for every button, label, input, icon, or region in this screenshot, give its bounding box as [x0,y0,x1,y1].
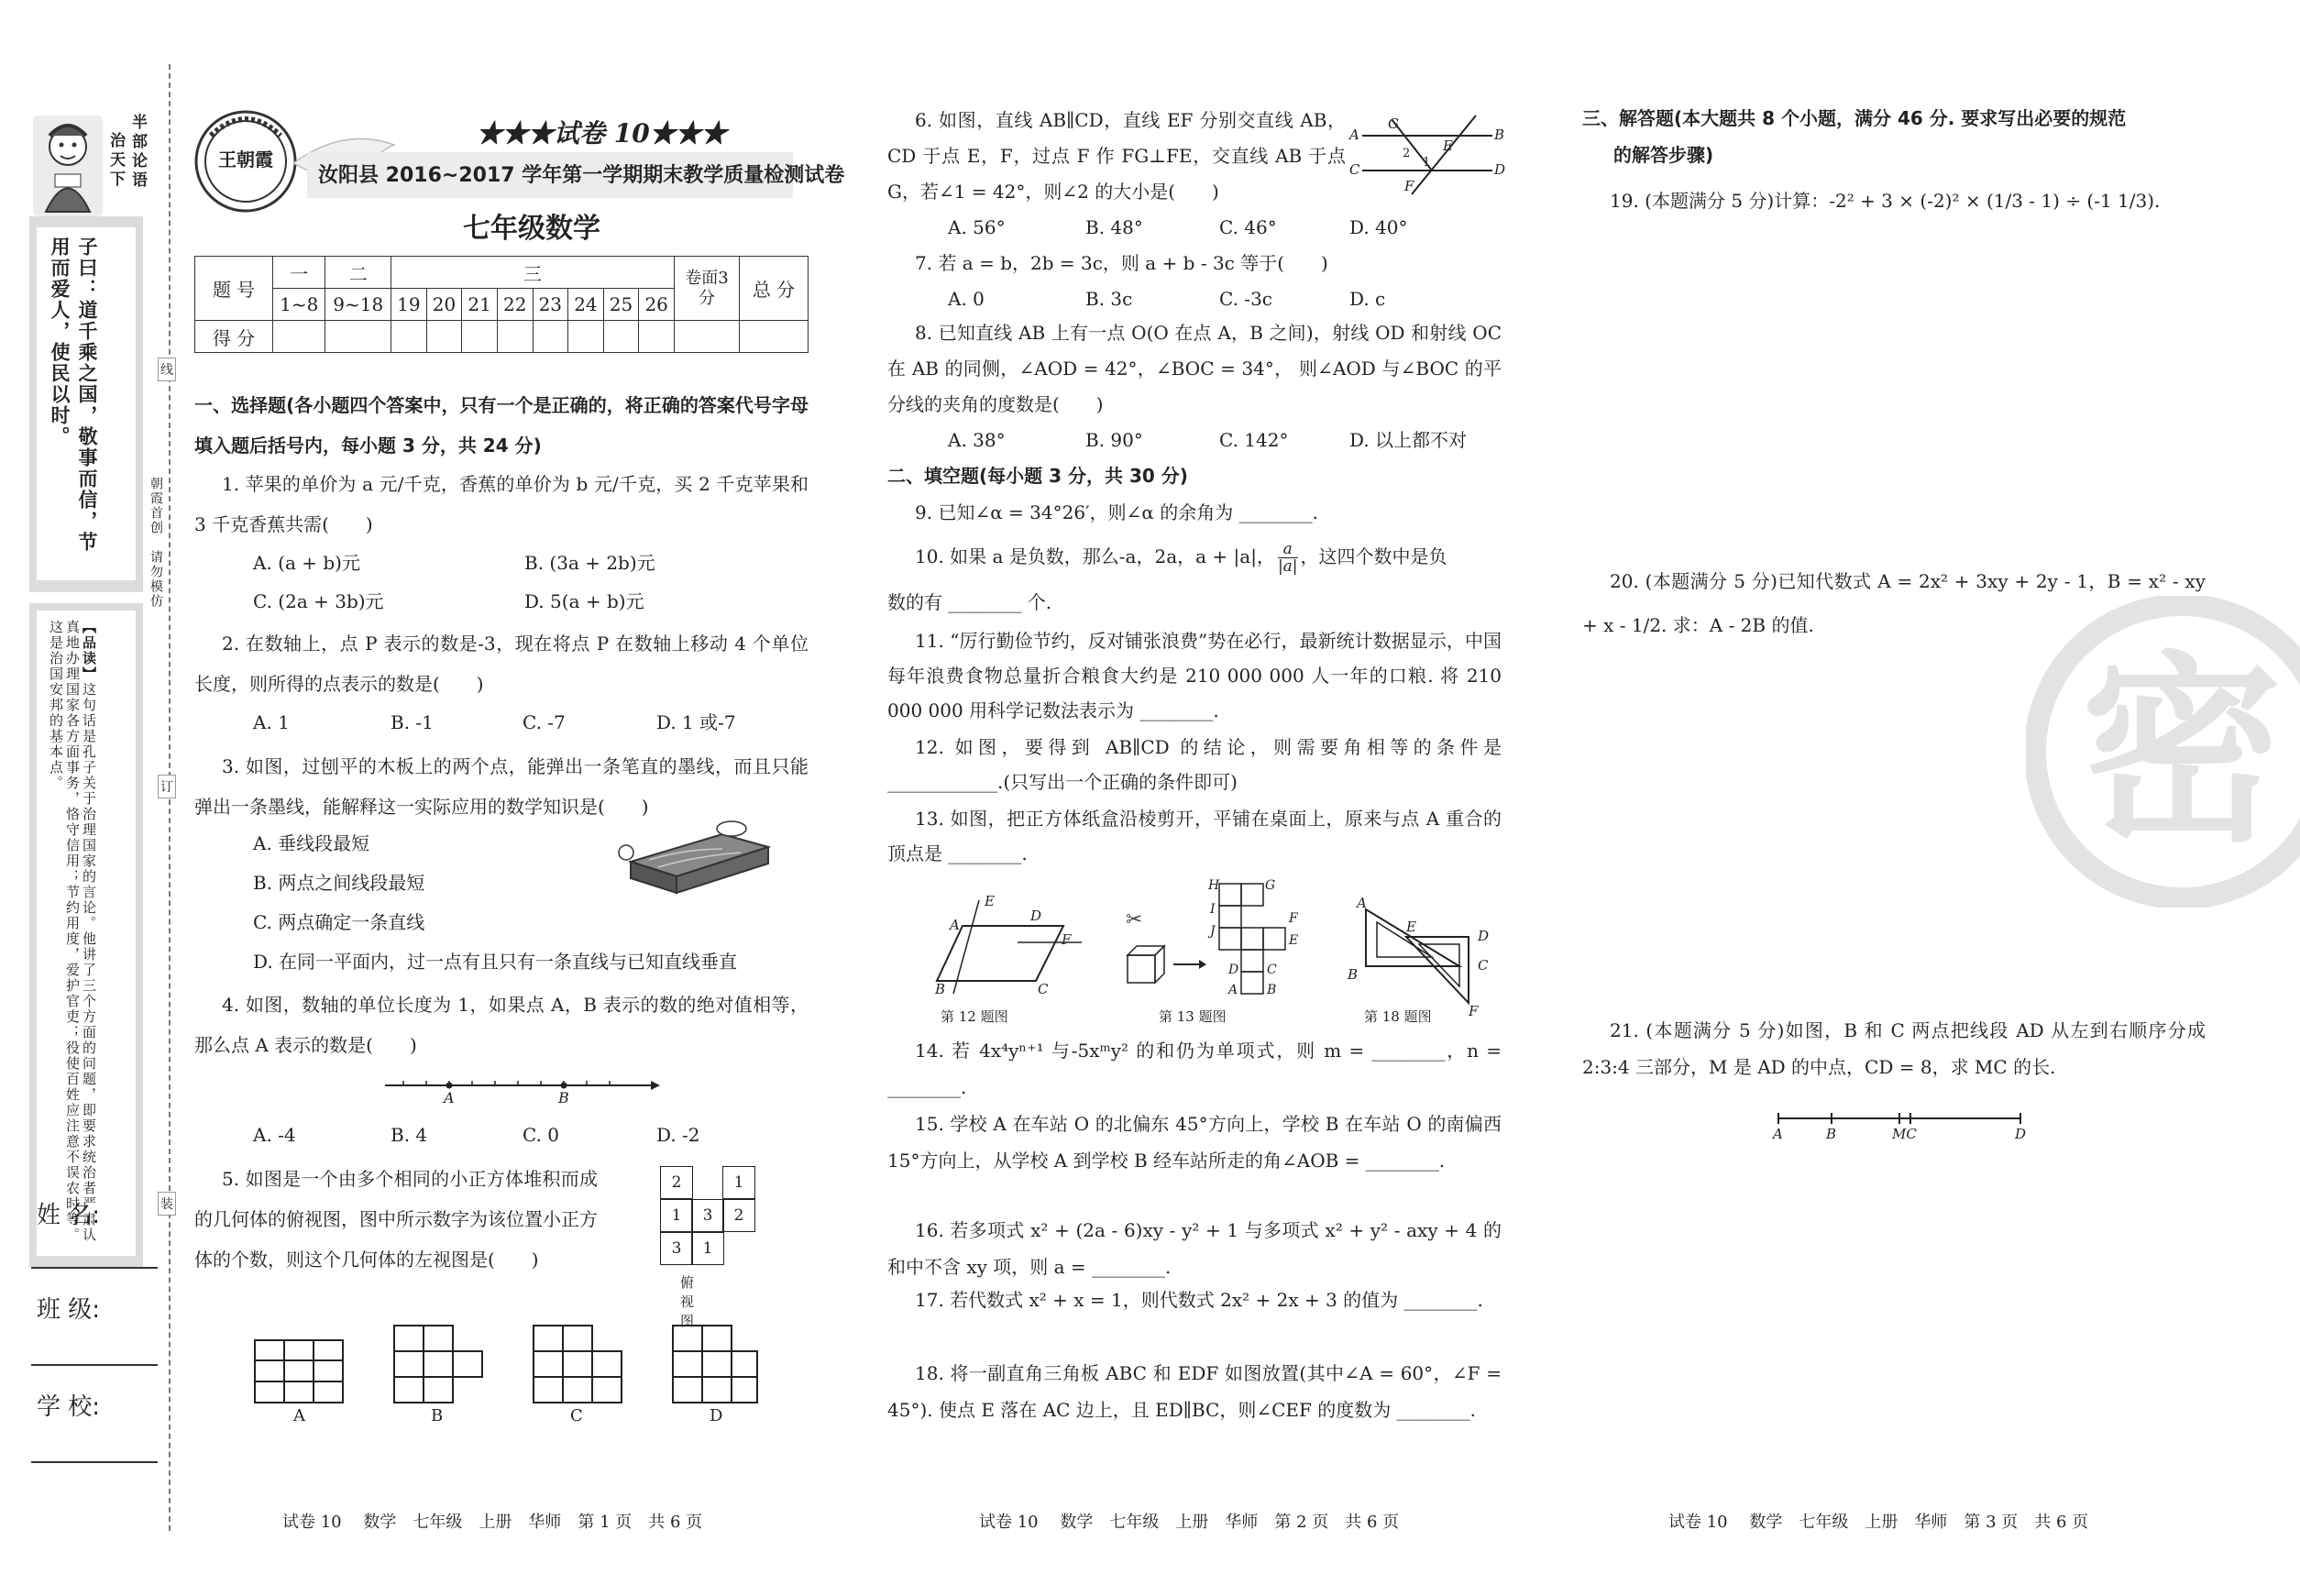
grid-cell: 1 [691,1232,724,1265]
side-note: 朝霞首创 请勿模仿 [149,477,163,609]
q5-opt-d[interactable]: D [710,1406,723,1425]
q5: 5. 如图是一个由多个相同的小正方体堆积而成的几何体的俯视图，图中所示数字为该位置小正方体的个数，则这个几何体的左视图是( ) [194,1168,598,1271]
wood-board-figure [612,816,777,898]
q17: 17. 若代数式 x² + x = 1，则代数式 2x² + 2x + 3 的值为 ________. [915,1289,1483,1311]
q9: 9. 已知∠α = 34°26′，则∠α 的余角为 ________. [915,501,1318,523]
exam-title: 汝阳县 2016~2017 学年第一学期期末教学质量检测试卷 [318,164,845,187]
fig13-label: H [1208,878,1220,893]
q3-opt-b[interactable]: B. 两点之间线段最短 [253,872,425,894]
q2: 2. 在数轴上，点 P 表示的数是-3，现在将点 P 在数轴上移动 4 个单位长度，则所得的点表示的数是( ) [194,633,809,695]
qnum: 22 [497,289,533,321]
score-cell[interactable] [426,321,462,353]
q8-opt-b[interactable]: B. 90° [1085,429,1143,451]
q8-opt-d[interactable]: D. 以上都不对 [1349,429,1468,451]
section1-heading: 一、选择题(各小题四个答案中，只有一个是正确的，将正确的答案代号字母填入题后括号内，每小题 3 分，共 24 分) [194,394,809,457]
score-cell[interactable] [639,321,675,353]
logo-text: 王朝霞 [218,149,273,171]
q21-label: B [1826,1126,1837,1142]
section3-heading-2: 的解答步骤) [1613,144,1714,166]
grid-cell: 3 [691,1199,724,1232]
fig13-label: C [1267,963,1277,977]
q5-opt-b[interactable]: B [431,1406,444,1425]
q4-point-a: A [444,1089,455,1106]
q6-opt-a[interactable]: A. 56° [948,216,1006,238]
qnum: 23 [533,289,568,321]
score-cell[interactable] [325,321,391,353]
q6-label: E [1443,138,1453,154]
class-label: 班 级: [37,1296,101,1324]
q7-opt-d[interactable]: D. c [1349,288,1386,310]
score-cell[interactable] [603,321,639,353]
q10-text-a: 10. 如果 a 是负数，那么-a，2a，a + |a|， [915,545,1275,567]
q10-frac-den: |a| [1277,557,1298,576]
fig12-label: B [935,981,946,997]
q2-opt-a[interactable]: A. 1 [253,711,290,733]
q11: 11. “厉行勤俭节约，反对铺张浪费”势在必行，最新统计数据显示，中国每年浪费食物总量折合粮食大约是 210 000 000 人一年的口粮. 将 210 000 000 用科学记数法表示为 ________. [887,630,1502,721]
fig13 [1118,878,1320,1027]
qnum: 21 [462,289,498,321]
fig18 [1340,895,1505,1027]
q21-segment [1773,1109,2039,1146]
q4-point-b: B [558,1089,569,1106]
q10-line1 [915,539,1511,575]
score-cell[interactable] [533,321,568,353]
class-field[interactable] [31,1364,158,1366]
school-field[interactable] [31,1461,158,1463]
quote-box [29,216,143,592]
q8-opt-a[interactable]: A. 38° [948,429,1006,451]
fig12-label: F [1062,931,1072,948]
q6-label: A [1349,127,1359,143]
cut-mark-1: 线 [158,358,176,381]
qnum: 20 [426,289,462,321]
section3-heading-1: 三、解答题(本大题共 8 个小题，满分 46 分. 要求写出必要的规范 [1582,107,2127,129]
qnum: 26 [639,289,675,321]
score-label: 得 分 [195,321,273,353]
q13: 13. 如图，把正方体纸盒沿棱剪开，平铺在桌面上，原来与点 A 重合的顶点是 ________. [887,808,1502,864]
q4-opt-d[interactable]: D. -2 [656,1124,700,1146]
reading-label: 【品读】 [81,620,97,682]
q2-opt-c[interactable]: C. -7 [523,711,566,733]
section-3: 三 [391,257,675,289]
section2-heading: 二、填空题(每小题 3 分，共 30 分) [887,465,1188,487]
fig18-label: A [1357,895,1367,911]
q2-opt-d[interactable]: D. 1 或-7 [656,711,736,733]
fig12-label: D [1030,908,1042,924]
confucius-avatar [33,116,103,216]
watermark-text: 密 [2080,634,2283,869]
q1: 1. 苹果的单价为 a 元/千克，香蕉的单价为 b 元/千克，买 2 千克苹果和 3 千克香蕉共需( ) [194,473,809,535]
q8: 8. 已知直线 AB 上有一点 O(O 在点 A，B 之间)，射线 OD 和射线 OC 在 AB 的同侧，∠AOD = 42°，∠BOC = 34°， 则∠AOD 与∠BOC 的平分线的夹角的度数是( ) [887,322,1502,415]
q6-label: F [1404,178,1414,194]
range-1: 1~8 [273,289,325,321]
q6-label: D [1494,161,1506,178]
school-label: 学 校: [37,1393,101,1421]
score-cell[interactable] [568,321,604,353]
q6-opt-b[interactable]: B. 48° [1085,216,1143,238]
section-1: 一 [273,257,325,289]
grid-cell: 1 [660,1199,693,1232]
q4-opt-b[interactable]: B. 4 [391,1124,428,1146]
motto-right: 半部论语 [128,114,147,191]
q10-text-b: ，这四个数中是负 [1300,545,1447,567]
fig13-label: G [1265,878,1276,893]
fig13-caption: 第 13 题图 [1159,1008,1227,1025]
reading-body: 这句话是孔子关于治理国家的言论。他讲了三个方面的问题，即要求统治者严肃认真地办理国家各方面事务，恪守信用；节约用度，爱护官吏；役使百姓应注意不误农时等。这是治国安邦的基本点。 [48,620,97,1243]
fig12-caption: 第 12 题图 [941,1008,1008,1025]
neatness-cell: 卷面3 分 [675,257,740,321]
q10-fraction [1278,541,1298,575]
q6-label: 2 [1403,147,1411,160]
q6-label: G [1388,116,1399,132]
page3-footer: 试卷 10 数学 七年级 上册 华师 第 3 页 共 6 页 [1668,1513,2089,1532]
fig18-label: B [1348,966,1359,983]
q6: 6. 如图，直线 AB∥CD，直线 EF 分别交直线 AB，CD 于点 E，F，过点 F 作 FG⊥FE，交直线 AB 于点 G，若∠1 = 42°，则∠2 的大小是( ) [887,109,1346,203]
q21-label: A [1773,1126,1783,1142]
score-row-label: 题 号 [195,257,273,321]
q5-opt-a[interactable]: A [293,1406,305,1425]
q4-number-line [385,1073,660,1109]
grid-cell: 1 [722,1166,755,1199]
motto-left: 治天下 [106,132,125,190]
q18: 18. 将一副直角三角板 ABC 和 EDF 如图放置(其中∠A = 60°，∠F = 45°). 使点 E 落在 AC 边上，且 ED∥BC，则∠CEF 的度数为 ________. [887,1362,1502,1421]
cut-mark-3: 装 [158,1192,176,1216]
score-cell[interactable] [497,321,533,353]
q10-frac-num: a [1278,541,1298,558]
q5-caption: 俯视图 [680,1274,695,1329]
logo-badge [193,108,299,215]
name-field[interactable] [31,1267,158,1269]
q1-opt-a[interactable]: A. (a + b)元 [253,552,360,574]
fig13-label: A [1228,983,1238,997]
qnum: 25 [603,289,639,321]
q19: 19. (本题满分 5 分)计算：-2² + 3 × (-2)² × (1/3 - 1) ÷ (-1 1/3). [1610,190,2161,212]
q15: 15. 学校 A 在车站 O 的北偏东 45°方向上，学校 B 在车站 O 的南偏西 15°方向上，从学校 A 到学校 B 经车站所走的角∠AOB = ________. [887,1113,1502,1172]
grid-cell: 3 [660,1232,693,1265]
q2-opt-b[interactable]: B. -1 [391,711,434,733]
q7-opt-a[interactable]: A. 0 [948,288,985,310]
fig13-label: J [1210,924,1216,939]
confucius-icon [33,116,103,216]
q6-opt-d[interactable]: D. 40° [1349,216,1408,238]
fig18-label: D [1478,928,1490,944]
q20: 20. (本题满分 5 分)已知代数式 A = 2x² + 3xy + 2y - 1，B = x² - xy + x - 1/2. 求：A - 2B 的值. [1582,570,2206,636]
q5-opt-c[interactable]: C [570,1406,583,1425]
fig18-label: E [1406,919,1416,935]
fig13-label: B [1267,983,1277,997]
subject-title: 七年级数学 [463,213,600,245]
q21-label: MC [1892,1126,1917,1142]
q1-opt-c[interactable]: C. (2a + 3b)元 [253,590,384,612]
fig18-label: F [1469,1003,1479,1019]
q14: 14. 若 4x⁴yⁿ⁺¹ 与-5xᵐy² 的和仍为单项式，则 m = ________，n = ________. [887,1040,1502,1098]
q1-opt-b[interactable]: B. (3a + 2b)元 [524,552,655,574]
name-label: 姓 名: [37,1202,101,1229]
cut-mark-2: 订 [158,775,176,798]
fig12 [926,893,1091,1027]
q7-opt-c[interactable]: C. -3c [1219,288,1272,310]
score-table [194,256,809,353]
q3: 3. 如图，过刨平的木板上的两个点，能弹出一条笔直的墨线，而且只能弹出一条墨线，能解释这一实际应用的数学知识是( ) [194,755,809,818]
fig13-label: E [1289,933,1299,948]
q1-opt-d[interactable]: D. 5(a + b)元 [524,590,644,612]
quote-text: 子曰：道千乘之国，敬事而信，节用而爱人，使民以时。 [49,237,98,553]
fig18-label: C [1478,957,1489,974]
fig13-label: I [1210,902,1216,917]
score-cell[interactable] [462,321,498,353]
q4: 4. 如图，数轴的单位长度为 1，如果点 A，B 表示的数的绝对值相等，那么点 A 表示的数是( ) [194,994,809,1056]
page2-footer: 试卷 10 数学 七年级 上册 华师 第 2 页 共 6 页 [979,1513,1400,1532]
fig18-caption: 第 18 题图 [1364,1008,1432,1025]
page1-footer: 试卷 10 数学 七年级 上册 华师 第 1 页 共 6 页 [282,1513,703,1532]
q6-label: B [1494,127,1505,143]
grid-cell: 2 [660,1166,693,1199]
reading-box [29,603,143,1267]
q21-label: D [2015,1126,2027,1142]
score-cell[interactable] [740,321,809,353]
left-view-options [249,1320,763,1421]
fig12-label: E [985,893,995,909]
svg-text:✂: ✂ [1126,908,1143,931]
q6-figure [1349,110,1506,202]
qnum: 24 [568,289,604,321]
paper-tag: ★★★试卷 10★★★ [477,118,727,149]
q12: 12. 如图，要得到 AB∥CD 的结论，则需要角相等的条件是 ____________.(只写出一个正确的条件即可) [887,736,1502,793]
q3-opt-d[interactable]: D. 在同一平面内，过一点有且只有一条直线与已知直线垂直 [253,951,738,973]
score-cell[interactable] [391,321,427,353]
q3-opt-c[interactable]: C. 两点确定一条直线 [253,911,425,933]
fig13-label: F [1289,911,1298,926]
q4-opt-c[interactable]: C. 0 [523,1124,560,1146]
score-cell[interactable] [273,321,325,353]
fig12-label: A [950,917,960,933]
grid-cell: 2 [722,1199,755,1232]
q6-opt-c[interactable]: C. 46° [1219,216,1277,238]
q7: 7. 若 a = b，2b = 3c，则 a + b - 3c 等于( ) [915,252,1328,274]
reading-text [48,620,97,1252]
q6-label: 1 [1423,156,1431,170]
qnum: 19 [391,289,427,321]
fig12-label: C [1038,981,1049,997]
q21: 21. (本题满分 5 分)如图，B 和 C 两点把线段 AD 从左到右顺序分成 2:3:4 三部分，M 是 AD 的中点，CD = 8，求 MC 的长. [1582,1019,2206,1078]
q8-opt-c[interactable]: C. 142° [1219,429,1289,451]
fig13-label: D [1228,963,1239,977]
score-cell[interactable] [675,321,740,353]
range-2: 9~18 [325,289,391,321]
q6-label: C [1349,161,1360,178]
section-2: 二 [325,257,391,289]
q3-opt-a[interactable]: A. 垂线段最短 [253,832,370,854]
total-cell: 总 分 [740,257,809,321]
q10-line2: 数的有 ________ 个. [887,591,1052,613]
q5-options [249,1320,763,1430]
q4-opt-a[interactable]: A. -4 [253,1124,296,1146]
q7-opt-b[interactable]: B. 3c [1085,288,1133,310]
q16: 16. 若多项式 x² + (2a - 6)xy - y² + 1 与多项式 x² + y² - axy + 4 的和中不含 xy 项，则 a = ________. [887,1219,1502,1278]
